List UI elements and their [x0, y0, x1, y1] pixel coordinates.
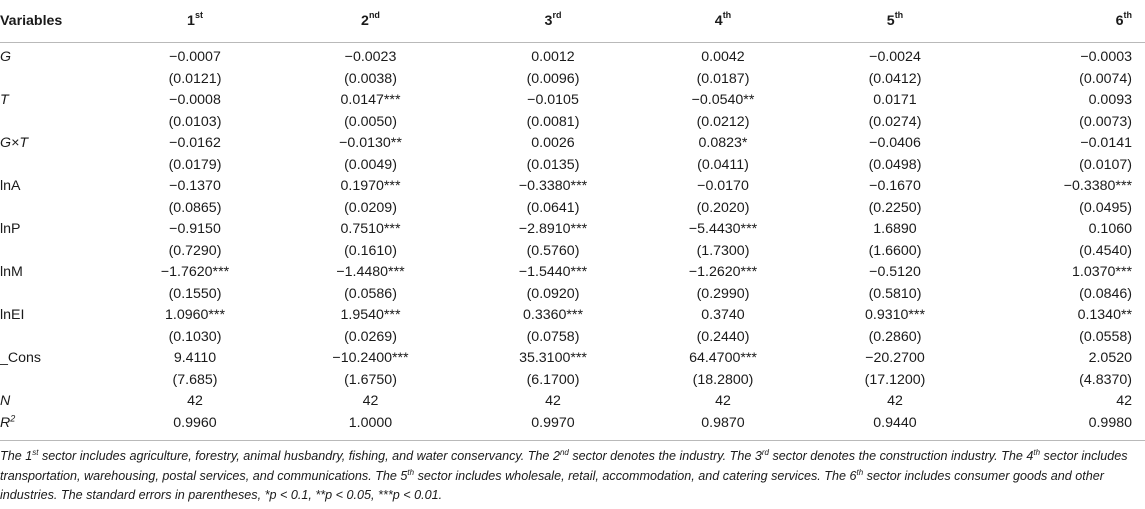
table-cell-sector-5: (0.0274) [868, 113, 922, 130]
table-cell-sector-4: (0.0411) [697, 156, 749, 173]
table-cell-sector-3: −1.5440*** [518, 264, 588, 280]
table-body [0, 43, 1145, 441]
table-cell-sector-1: (7.685) [172, 371, 218, 388]
header-sector-2-num: 2 [361, 13, 369, 29]
row-label [0, 43, 121, 69]
table-row [0, 219, 1145, 241]
table-cell-sector-3: −0.3380*** [518, 178, 588, 194]
header-sector-1-num: 1 [187, 13, 195, 29]
table-cell-sector-4: −0.0540** [691, 92, 755, 108]
table-cell-sector-2: −0.0130** [339, 135, 402, 151]
table-cell-sector-3: 42 [545, 393, 561, 409]
table-cell-sector-3: −2.8910*** [518, 221, 588, 237]
header-sector-5 [812, 0, 978, 43]
table-row [0, 348, 1145, 370]
table-cell-sector-5: 0.0171 [873, 92, 917, 108]
table-cell-sector-1: −0.1370 [169, 178, 221, 194]
table-cell-sector-3: (6.1700) [526, 371, 580, 388]
table-cell-sector-2: (0.1610) [344, 242, 397, 259]
header-sector-6-sup: th [1123, 10, 1132, 21]
table-cell-sector-1: 0.9960 [121, 413, 269, 441]
table-row-standard-errors [0, 327, 1145, 349]
table-cell-sector-4: (0.0212) [696, 113, 750, 130]
table-cell-sector-5: −20.2700 [865, 350, 925, 366]
footnote-text: sector includes transportation, warehousing, postal services, and communications. The 5 [0, 449, 1128, 483]
header-sector-1-sup: st [194, 10, 203, 21]
header-sector-4-num: 4 [714, 13, 723, 29]
table-cell-sector-5: −0.5120 [869, 264, 921, 280]
row-label [0, 69, 121, 91]
table-cell-sector-6: (0.0107) [1079, 156, 1132, 173]
table-cell-sector-6: 2.0520 [1088, 350, 1132, 366]
table-cell-sector-1: −0.0007 [169, 49, 221, 65]
footnote-text: The 1 [0, 449, 33, 463]
table-cell-sector-6: −0.3380*** [1063, 178, 1132, 194]
table-cell-sector-3: (0.0081) [526, 113, 580, 130]
row-label [0, 133, 121, 155]
row-label-text: N [0, 393, 11, 409]
table-cell-sector-4: 42 [715, 393, 731, 409]
table-cell-sector-1: (0.0103) [168, 113, 222, 130]
table-cell-sector-3: 0.0012 [531, 49, 575, 65]
header-sector-1 [121, 0, 269, 43]
table-cell-sector-1: −1.7620*** [160, 264, 230, 280]
table-cell-sector-1: (0.1550) [168, 285, 222, 302]
table-cell-sector-2: (1.6750) [344, 371, 397, 388]
table-cell-sector-6: (4.8370) [1079, 371, 1132, 388]
table-cell-sector-2: (0.0269) [344, 328, 397, 345]
row-label-text: R [0, 414, 11, 431]
table-cell-sector-1: (0.0121) [168, 70, 222, 87]
table-cell-sector-3: (0.0920) [526, 285, 580, 302]
row-label-text: lnP [0, 221, 21, 237]
table-cell-sector-2: 0.1970*** [340, 178, 401, 194]
table-cell-sector-2: 0.0147*** [340, 92, 401, 108]
table-cell-sector-6: 0.1060 [1088, 221, 1132, 237]
row-label [0, 155, 121, 177]
row-label [0, 262, 121, 284]
row-label [0, 305, 121, 327]
table-cell-sector-6: (0.0073) [1079, 113, 1132, 130]
table-cell-sector-2: (0.0586) [344, 285, 397, 302]
row-label-text: lnM [0, 264, 23, 280]
table-cell-sector-6: (0.0846) [1079, 285, 1132, 302]
table-cell-sector-6: (0.0074) [1079, 70, 1132, 87]
table-cell-sector-3: 35.3100*** [519, 350, 587, 366]
table-cell-sector-5: −0.0406 [869, 135, 921, 151]
footnote-superscript: rd [761, 447, 769, 457]
table-cell-sector-5: 0.9310*** [865, 307, 925, 323]
row-label [0, 370, 121, 392]
header-sector-2-sup: nd [368, 10, 380, 21]
table-cell-sector-2: 42 [362, 393, 379, 409]
row-label [0, 176, 121, 198]
table-cell-sector-6: −0.0003 [1080, 49, 1132, 65]
table-cell-sector-5: (17.1200) [864, 371, 926, 388]
table-cell-sector-5: (0.0412) [868, 70, 922, 87]
table-row-standard-errors [0, 241, 1145, 263]
table-cell-sector-5: (0.2860) [868, 328, 922, 345]
table-row [0, 43, 1145, 69]
table-cell-sector-5: (1.6600) [868, 242, 922, 259]
footnote-superscript: st [32, 447, 39, 457]
table-row-standard-errors [0, 284, 1145, 306]
table-cell-sector-2: −10.2400*** [332, 350, 409, 366]
table-row [0, 90, 1145, 112]
table-cell-sector-2: −0.0023 [344, 49, 397, 65]
table-cell-sector-6: (0.0558) [1079, 328, 1132, 345]
table-row-standard-errors [0, 198, 1145, 220]
table-cell-sector-5: 42 [887, 393, 903, 409]
table-cell-sector-2: 0.7510*** [340, 221, 401, 237]
table-cell-sector-2: (0.0049) [344, 156, 397, 173]
row-label-text: G [0, 49, 12, 65]
table-cell-sector-5: 0.9440 [812, 413, 978, 441]
table-row [0, 262, 1145, 284]
header-sector-3-num: 3 [544, 13, 553, 29]
row-label-superscript: 2 [10, 412, 16, 423]
table-cell-sector-5: 1.6890 [873, 221, 917, 237]
row-label [0, 219, 121, 241]
table-cell-sector-6: 0.1340** [1077, 307, 1132, 323]
table-cell-sector-3: (0.0135) [526, 156, 580, 173]
row-label [0, 391, 121, 413]
table-cell-sector-1: (0.0865) [168, 199, 222, 216]
row-label-text: _Cons [0, 350, 42, 366]
table-cell-sector-5: −0.0024 [869, 49, 921, 65]
table-cell-sector-4: −5.4430*** [688, 221, 758, 237]
footnote-text: sector denotes the construction industry. The 4 [768, 449, 1034, 463]
footnote-superscript: th [856, 467, 864, 477]
row-label [0, 327, 121, 349]
header-sector-2 [269, 0, 472, 43]
table-row [0, 391, 1145, 413]
footnote-superscript: th [1033, 447, 1041, 457]
table-cell-sector-3: 0.0026 [531, 135, 575, 151]
table-cell-sector-5: −0.1670 [869, 178, 921, 194]
header-sector-6 [978, 0, 1145, 43]
footnote-superscript: nd [559, 447, 569, 457]
table-cell-sector-6: (0.0495) [1079, 199, 1132, 216]
table-cell-sector-4: 0.9870 [634, 413, 812, 441]
table-cell-sector-1: (0.7290) [168, 242, 222, 259]
header-sector-5-sup: th [894, 10, 904, 21]
table-cell-sector-1: −0.9150 [169, 221, 221, 237]
row-label-text: T [0, 92, 9, 108]
table-cell-sector-2: 1.0000 [269, 413, 472, 441]
table-cell-sector-3: (0.5760) [526, 242, 580, 259]
table-cell-sector-4: (1.7300) [696, 242, 750, 259]
table-cell-sector-4: 0.0042 [701, 49, 745, 65]
table-row [0, 133, 1145, 155]
row-label [0, 90, 121, 112]
table-cell-sector-6: 0.0093 [1088, 92, 1132, 108]
header-sector-6-num: 6 [1115, 13, 1124, 29]
table-cell-sector-4: 0.0823* [698, 135, 748, 151]
table-cell-sector-4: (0.2020) [696, 199, 750, 216]
row-label-text: G×T [0, 135, 28, 151]
table-row-standard-errors [0, 155, 1145, 177]
table-row [0, 413, 1145, 441]
table-cell-sector-3: (0.0758) [526, 328, 580, 345]
table-footnote [0, 447, 1140, 506]
table-cell-sector-4: −1.2620*** [688, 264, 758, 280]
table-row [0, 176, 1145, 198]
table-cell-sector-2: (0.0038) [344, 70, 397, 87]
table-cell-sector-4: (0.2990) [696, 285, 750, 302]
table-cell-sector-6: 0.9980 [978, 413, 1145, 441]
table-cell-sector-5: (0.0498) [868, 156, 922, 173]
table-row [0, 305, 1145, 327]
footnote-text: sector includes wholesale, retail, accommodation, and catering services. The 6 [414, 468, 857, 483]
footnote-text: sector includes consumer goods and other industries. The standard errors in parentheses, *p < 0.1, **p < 0.05, ***p < 0.01. [0, 468, 1104, 502]
table-cell-sector-3: (0.0096) [526, 70, 580, 87]
table-cell-sector-4: −0.0170 [697, 178, 749, 194]
table-cell-sector-3: (0.0641) [526, 199, 580, 216]
table-cell-sector-2: (0.0050) [344, 113, 397, 130]
footnote-text: sector includes agriculture, forestry, animal husbandry, fishing, and water conservancy. The 2 [38, 449, 560, 463]
table-cell-sector-1: (0.0179) [168, 156, 222, 173]
header-sector-4 [634, 0, 812, 43]
table-cell-sector-4: (0.2440) [696, 328, 750, 345]
table-cell-sector-2: −1.4480*** [336, 264, 405, 280]
row-label [0, 112, 121, 134]
header-sector-4-sup: th [722, 10, 732, 21]
header-row [0, 0, 1145, 43]
table-cell-sector-1: −0.0162 [169, 135, 221, 151]
table-cell-sector-6: −0.0141 [1080, 135, 1132, 151]
row-label [0, 348, 121, 370]
header-sector-3 [472, 0, 634, 43]
footnote-text: sector denotes the industry. The 3 [568, 449, 762, 463]
table-row-standard-errors [0, 69, 1145, 91]
table-cell-sector-5: (0.5810) [868, 285, 922, 302]
table-cell-sector-4: (18.2800) [692, 371, 754, 388]
table-cell-sector-5: (0.2250) [868, 199, 922, 216]
row-label [0, 241, 121, 263]
row-label [0, 413, 121, 441]
table-cell-sector-1: 9.4110 [173, 350, 217, 366]
table-cell-sector-3: −0.0105 [527, 92, 579, 108]
header-variables: Variables [0, 0, 121, 43]
row-label [0, 198, 121, 220]
row-label-text: lnA [0, 178, 21, 194]
table-cell-sector-6: 1.0370*** [1072, 264, 1132, 280]
table-cell-sector-6: 42 [1116, 393, 1132, 409]
header-sector-5-num: 5 [886, 13, 895, 29]
table-cell-sector-4: 0.3740 [701, 307, 745, 323]
table-cell-sector-1: 42 [187, 393, 203, 409]
table-cell-sector-1: 1.0960*** [165, 307, 225, 323]
table-cell-sector-6: (0.4540) [1079, 242, 1132, 259]
table-cell-sector-2: (0.0209) [344, 199, 397, 216]
table-cell-sector-1: −0.0008 [169, 92, 221, 108]
table-row-standard-errors [0, 370, 1145, 392]
table-cell-sector-3: 0.9970 [472, 413, 634, 441]
table-cell-sector-2: 1.9540*** [340, 307, 401, 323]
table-row-standard-errors [0, 112, 1145, 134]
table-cell-sector-4: 64.4700*** [689, 350, 757, 366]
table-cell-sector-3: 0.3360*** [523, 307, 583, 323]
row-label [0, 284, 121, 306]
footnote-superscript: th [407, 467, 415, 477]
row-label-text: lnEI [0, 307, 25, 323]
table-header [0, 0, 1145, 43]
table-cell-sector-1: (0.1030) [168, 328, 222, 345]
header-sector-3-sup: rd [552, 10, 562, 21]
table-cell-sector-4: (0.0187) [696, 70, 750, 87]
